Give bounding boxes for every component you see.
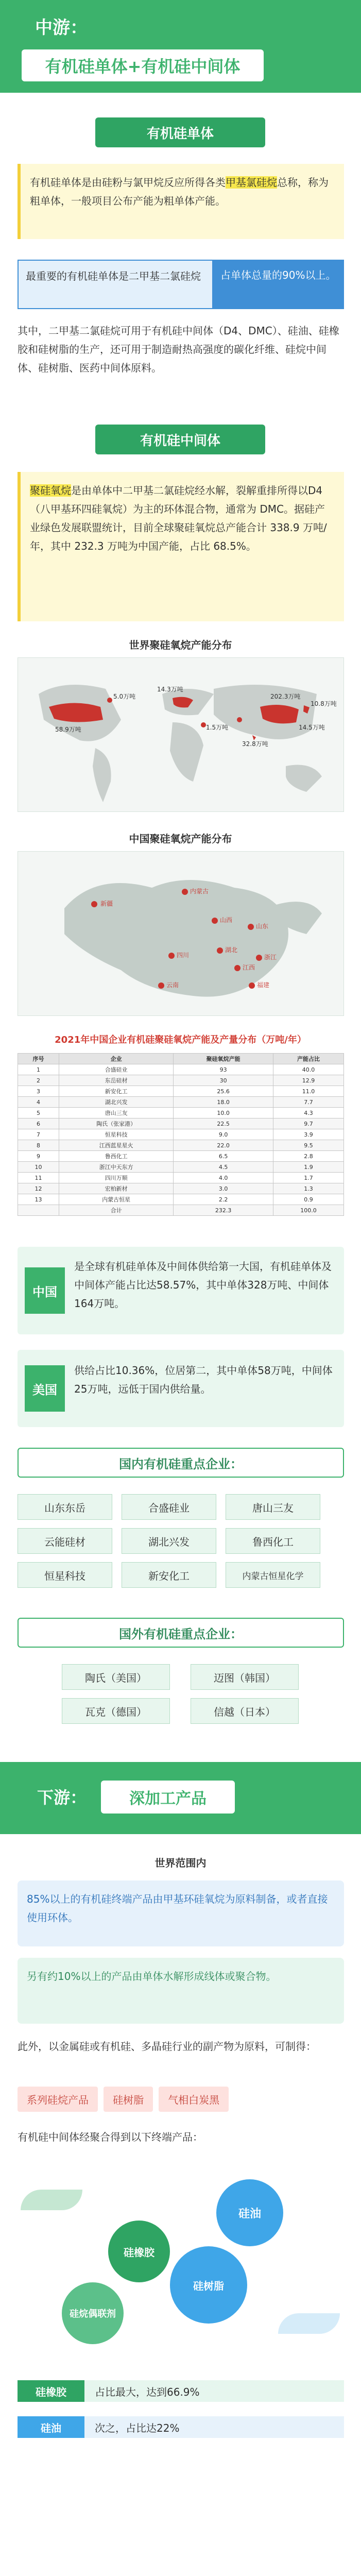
highlight-term: 聚硅氧烷 [30, 484, 71, 497]
company-card: 内蒙古恒星化学 [226, 1562, 320, 1588]
table-cell: 7 [18, 1129, 59, 1140]
table-caption: 2021年中国企业有机硅聚硅氧烷产能及产量分布（万吨/年） [55, 1035, 306, 1045]
company-card: 信越（日本） [191, 1698, 299, 1724]
table-cell: 新安化工 [59, 1086, 174, 1097]
table-cell: 10 [18, 1162, 59, 1173]
world-scope-label: 世界范围内 [154, 1857, 207, 1869]
table-cell: 1 [18, 1064, 59, 1075]
world-map-svg [18, 658, 343, 811]
midstream-header [0, 0, 361, 93]
china-map [18, 851, 344, 1016]
table-body [18, 1064, 344, 1216]
table-cell: 10.0 [174, 1108, 273, 1118]
monomer-highlight-row [18, 260, 344, 309]
table-cell: 232.3 [174, 1205, 273, 1216]
table-cell: 2.2 [174, 1194, 273, 1205]
table-cell: 13 [18, 1194, 59, 1205]
table-cell: 4 [18, 1097, 59, 1108]
location-marker [256, 955, 262, 961]
table-cell: 四川万顺 [59, 1173, 174, 1183]
tag: 系列硅烷产品 [18, 2087, 98, 2112]
table-row [18, 1075, 344, 1086]
region-label: 内蒙古 [190, 888, 209, 895]
table-cell: 江西蓝星星火 [59, 1140, 174, 1151]
table-cell: 7.7 [273, 1097, 344, 1108]
company-card: 鲁西化工 [226, 1528, 320, 1554]
bubble-silicone-resin: 硅树脂 [170, 2246, 247, 2324]
location-marker [212, 918, 218, 924]
region-label: 江西 [243, 964, 255, 971]
table-row [18, 1173, 344, 1183]
table-cell: 12 [18, 1183, 59, 1194]
region-label: 云南 [166, 981, 179, 989]
table-cell: 6 [18, 1118, 59, 1129]
world-map [18, 657, 344, 812]
table-header: 产能占比 [273, 1054, 344, 1064]
table-cell: 陶氏（张家港） [59, 1118, 174, 1129]
company-card: 湖北兴发 [122, 1528, 216, 1554]
byproduct-tags [18, 2087, 344, 2112]
bar-label: 硅油 [18, 2416, 84, 2438]
region-label: 新疆 [100, 900, 113, 907]
table-row [18, 1086, 344, 1097]
bubble-silicone-oil: 硅油 [216, 2179, 283, 2246]
table-cell: 22.5 [174, 1118, 273, 1129]
table-cell: 3.0 [174, 1183, 273, 1194]
location-marker [249, 982, 255, 989]
table-cell: 5 [18, 1108, 59, 1118]
table-row [18, 1129, 344, 1140]
table-cell: 鲁西化工 [59, 1151, 174, 1162]
company-card: 新安化工 [122, 1562, 216, 1588]
company-card: 恒星科技 [18, 1562, 112, 1588]
domestic-heading: 国内有机硅重点企业： [18, 1448, 344, 1478]
map-label: 202.3万吨 [270, 693, 301, 700]
region-label: 山东 [256, 923, 269, 930]
table-cell: 100.0 [273, 1205, 344, 1216]
oil-bar [18, 2416, 344, 2438]
table-cell: 18.0 [174, 1097, 273, 1108]
monomer-paragraph: 其中，二甲基二氯硅烷可用于有机硅中间体（D4、DMC）、硅油、硅橡胶和硅树脂的生产，还可用于制造耐热高强度的碳化纤维、硅烷中间体、硅树脂、医药中间体原料。 [18, 325, 339, 374]
table-cell: 湖北兴发 [59, 1097, 174, 1108]
table-cell: 浙江中天东方 [59, 1162, 174, 1173]
downstream-p3: 此外，以金属硅或有机硅、多晶硅行业的副产物为原料，可制得： [18, 2040, 316, 2053]
most-important-box: 最重要的有机硅单体是二甲基二氯硅烷 [18, 260, 213, 309]
map-label: 5.0万吨 [113, 693, 136, 700]
location-marker [248, 924, 254, 930]
capacity-table-wrap [18, 1053, 344, 1226]
company-card: 瓦克（德国） [62, 1698, 170, 1724]
table-cell: 4.0 [174, 1173, 273, 1183]
tag: 气相白炭黑 [159, 2087, 229, 2112]
table-cell: 9.7 [273, 1118, 344, 1129]
table-row [18, 1140, 344, 1151]
us-label: 美国 [25, 1365, 65, 1412]
bubble-coupling-agent: 硅烷偶联剂 [62, 2282, 124, 2344]
location-marker [217, 947, 223, 954]
table-row [18, 1151, 344, 1162]
map-label: 10.8万吨 [311, 700, 337, 707]
company-card: 山东东岳 [18, 1494, 112, 1520]
table-row [18, 1162, 344, 1173]
table-cell: 东岳硅材 [59, 1075, 174, 1086]
table-cell: 合盛硅业 [59, 1064, 174, 1075]
map-label: 14.3万吨 [157, 686, 183, 693]
table-header: 聚硅氧烷产能 [174, 1054, 273, 1064]
table-cell: 30 [174, 1075, 273, 1086]
table-cell: 3 [18, 1086, 59, 1097]
table-header: 企业 [59, 1054, 174, 1064]
table-cell: 恒星科技 [59, 1129, 174, 1140]
table-cell: 9.5 [273, 1140, 344, 1151]
table-cell: 内蒙古恒星 [59, 1194, 174, 1205]
region-label: 山西 [220, 917, 233, 924]
bar-value: 占比最大，达到66.9% [84, 2380, 344, 2402]
leaf-decoration [278, 2313, 340, 2334]
table-cell: 6.5 [174, 1151, 273, 1162]
table-cell: 1.7 [273, 1173, 344, 1183]
table-row [18, 1108, 344, 1118]
map-label: 1.5万吨 [206, 724, 229, 731]
capacity-table [18, 1053, 344, 1216]
table-cell: 1.3 [273, 1183, 344, 1194]
section-title: 深加工产品 [101, 1781, 235, 1814]
location-marker [91, 901, 97, 907]
company-card: 合盛硅业 [122, 1494, 216, 1520]
rubber-bar [18, 2380, 344, 2402]
table-cell: 4.5 [174, 1162, 273, 1173]
table-cell: 40.0 [273, 1064, 344, 1075]
foreign-heading: 国外有机硅重点企业： [18, 1618, 344, 1648]
table-cell: 1.9 [273, 1162, 344, 1173]
company-card: 云能硅材 [18, 1528, 112, 1554]
table-cell [18, 1205, 59, 1216]
map-label: 14.5万吨 [299, 724, 325, 731]
table-cell: 93 [174, 1064, 273, 1075]
table-cell: 12.9 [273, 1075, 344, 1086]
company-card: 迈图（韩国） [191, 1664, 299, 1690]
region-label: 浙江 [264, 954, 277, 961]
table-cell: 唐山三友 [59, 1108, 174, 1118]
bar-label: 硅橡胶 [18, 2380, 84, 2402]
intermediate-definition: 聚硅氧烷是由单体中二甲基二氯硅烷经水解，裂解重排所得以D4（八甲基环四硅氧烷）为主的环体混合物，通常为 DMC。据硅产业绿色发展联盟统计，目前全球聚硅氧烷总产能合计 338.9 万吨/年，其中 232.3 万吨为中国产能，占比 68.5%。 [18, 472, 344, 621]
table-cell: 9.0 [174, 1129, 273, 1140]
downstream-p4: 有机硅中间体经聚合得到以下终端产品： [18, 2131, 203, 2143]
china-map-caption: 中国聚硅氧烷产能分布 [129, 833, 232, 845]
bubble-silicone-rubber: 硅橡胶 [108, 2221, 170, 2282]
company-card: 陶氏（美国） [62, 1664, 170, 1690]
highlight-term: 甲基氯硅烷 [226, 176, 277, 189]
section-title: 有机硅单体+有机硅中间体 [22, 49, 264, 81]
location-marker [234, 965, 240, 971]
table-cell: 宏柏新材 [59, 1183, 174, 1194]
table-cell: 2 [18, 1075, 59, 1086]
downstream-p2: 另有约10%以上的产品由单体水解形成线体或聚合物。 [18, 1958, 344, 2024]
table-row [18, 1097, 344, 1108]
section-label: 下游： [37, 1788, 87, 1807]
company-card: 唐山三友 [226, 1494, 320, 1520]
table-cell: 合计 [59, 1205, 174, 1216]
region-label: 四川 [177, 952, 190, 959]
table-cell: 25.6 [174, 1086, 273, 1097]
table-row [18, 1194, 344, 1205]
table-row [18, 1183, 344, 1194]
table-cell: 22.0 [174, 1140, 273, 1151]
map-label: 32.8万吨 [242, 740, 268, 748]
leaf-decoration [21, 2190, 82, 2210]
table-header: 序号 [18, 1054, 59, 1064]
table-cell: 11.0 [273, 1086, 344, 1097]
tag: 硅树脂 [104, 2087, 153, 2112]
table-row [18, 1205, 344, 1216]
table-cell: 4.3 [273, 1108, 344, 1118]
table-cell: 2.8 [273, 1151, 344, 1162]
product-bubbles [0, 2159, 361, 2365]
world-map-caption: 世界聚硅氧烷产能分布 [129, 639, 232, 651]
domestic-companies [18, 1494, 344, 1588]
monomer-definition: 有机硅单体是由硅粉与氯甲烷反应所得各类甲基氯硅烷总称，称为粗单体，一般项目公布产能为粗单体产能。 [18, 164, 344, 239]
downstream-header [0, 1762, 361, 1834]
intermediate-heading: 有机硅中间体 [95, 425, 265, 454]
table-row [18, 1118, 344, 1129]
table-cell: 11 [18, 1173, 59, 1183]
table-cell: 0.9 [273, 1194, 344, 1205]
monomer-heading: 有机硅单体 [95, 117, 265, 147]
table-cell: 3.9 [273, 1129, 344, 1140]
bar-value: 次之，占比达22% [84, 2416, 344, 2438]
downstream-p1: 85%以上的有机硅终端产品由甲基环硅氧烷为原料制备，或者直接使用环体。 [18, 1880, 344, 1946]
table-cell: 9 [18, 1151, 59, 1162]
section-label: 中游： [35, 18, 88, 38]
foreign-companies [62, 1664, 309, 1724]
china-text: 是全球有机硅单体及中间体供给第一大国，有机硅单体及中间体产能占比达58.57%，其中单体328万吨、中间体164万吨。 [74, 1260, 332, 1310]
map-label: 58.9万吨 [55, 726, 81, 733]
location-marker [158, 982, 164, 989]
us-text: 供给占比10.36%，位居第二，其中单体58万吨，中间体25万吨，远低于国内供给量。 [74, 1364, 333, 1395]
china-label: 中国 [25, 1267, 65, 1314]
share-box: 占单体总量的90%以上。 [213, 260, 344, 309]
china-map-svg [18, 852, 343, 1015]
location-marker [168, 953, 175, 959]
china-box [18, 1247, 344, 1334]
us-box [18, 1350, 344, 1427]
table-row [18, 1064, 344, 1075]
region-label: 福建 [257, 981, 270, 989]
table-cell: 8 [18, 1140, 59, 1151]
region-label: 湖北 [225, 946, 238, 954]
location-marker [182, 889, 188, 895]
